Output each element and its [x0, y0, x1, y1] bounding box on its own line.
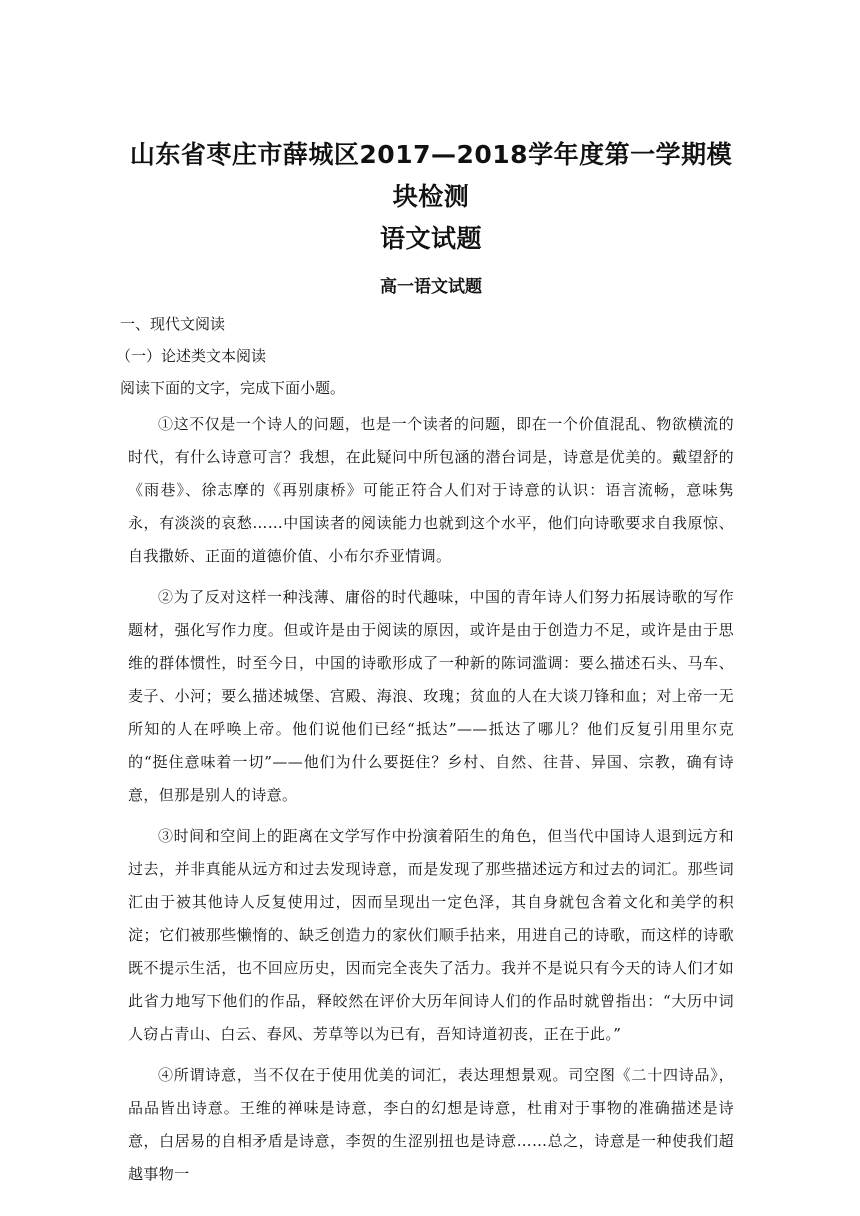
section-heading: 一、现代文阅读	[120, 315, 226, 333]
paragraph-2: ②为了反对这样一种浅薄、庸俗的时代趣味，中国的青年诗人们努力拓展诗歌的写作题材，强化写作力度。但或许是由于阅读的原因，或许是由于创造力不足，或许是由于思维的群体惯性，时至今日，中国的诗歌形成了一种新的陈词滥调：要么描述石头、马车、麦子、小河；要么描述城堡、宫殿、海浪、玫瑰；贫血的人在大谈刀锋和血；对上帝一无所知的人在呼唤上帝。他们说他们已经“抵达”——抵达了哪儿？他们反复引用里尔克的“挺住意味着一切”——他们为什么要挺住？乡村、自然、往昔、异国、宗教，确有诗意，但那是别人的诗意。	[128, 588, 734, 804]
document-title-line1: 山东省枣庄市薛城区2017—2018学年度第一学期模块检测	[129, 140, 733, 211]
document-title-line2: 语文试题	[379, 224, 482, 253]
instruction-text: 阅读下面的文字，完成下面小题。	[120, 379, 346, 397]
subsection-heading: （一）论述类文本阅读	[116, 347, 267, 365]
paragraph-1: ①这不仅是一个诗人的问题，也是一个读者的问题，即在一个价值混乱、物欲横流的时代，有什么诗意可言？我想，在此疑问中所包涵的潜台词是，诗意是优美的。戴望舒的《雨巷》、徐志摩的《再别康桥》可能正符合人们对于诗意的认识：语言流畅，意味隽永，有淡淡的哀愁……中国读者的阅读能力也就到这个水平，他们向诗歌要求自我原惊、自我撒娇、正面的道德价值、小布尔乔亚情调。	[128, 415, 734, 565]
paragraph-4: ④所谓诗意，当不仅在于使用优美的词汇，表达理想景观。司空图《二十四诗品》，品品皆出诗意。王维的禅味是诗意，李白的幻想是诗意，杜甫对于事物的准确描述是诗意，白居易的自相矛盾是诗意，李贺的生涩别扭也是诗意……总之，诗意是一种使我们超越事物一	[128, 1066, 734, 1183]
paragraph-3: ③时间和空间上的距离在文学写作中扮演着陌生的角色，但当代中国诗人退到远方和过去，并非真能从远方和过去发现诗意，而是发现了那些描述远方和过去的词汇。那些词汇由于被其他诗人反复使用过，因而呈现出一定色泽，其自身就包含着文化和美学的积淀；它们被那些懒惰的、缺乏创造力的家伙们顺手拈来，用进自己的诗歌，而这样的诗歌既不提示生活，也不回应历史，因而完全丧失了活力。我并不是说只有今天的诗人们才如此省力地写下他们的作品，释皎然在评价大历年间诗人们的作品时就曾指出：“大历中词人窃占青山、白云、春风、芳草等以为已有，吾知诗道初丧，正在于此。”	[128, 827, 734, 1043]
document-subtitle: 高一语文试题	[380, 277, 482, 297]
